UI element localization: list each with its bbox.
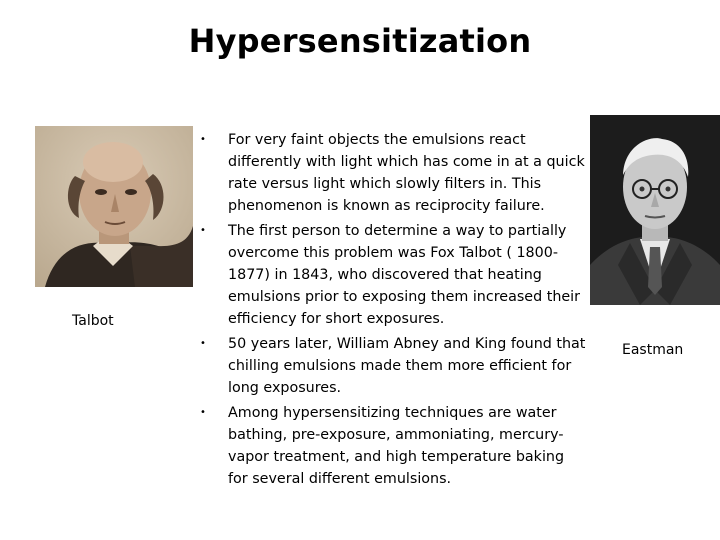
bullet-item — [200, 333, 588, 399]
talbot-portrait — [35, 126, 193, 287]
bullet-list — [200, 129, 588, 493]
bullet-text: For very faint objects the emulsions react differently with light which has come in at a quick rate versus light which slowly filters in. This phenomenon is known as reciprocity failure. — [228, 132, 585, 214]
slide-title: Hypersensitization — [188, 22, 532, 60]
bullet-item — [200, 220, 588, 330]
bullet-text: 50 years later, William Abney and King found that chilling emulsions made them more efficient for long exposures. — [228, 336, 586, 396]
bullet-marker: • — [200, 134, 206, 145]
bullet-item — [200, 129, 588, 217]
eastman-portrait-image — [590, 115, 720, 305]
talbot-portrait-image — [35, 126, 193, 287]
bullet-marker: • — [200, 407, 206, 418]
eastman-caption: Eastman — [622, 342, 684, 358]
bullet-marker: • — [200, 225, 206, 236]
talbot-caption: Talbot — [72, 313, 114, 329]
eastman-portrait — [590, 115, 720, 305]
bullet-marker: • — [200, 338, 206, 349]
bullet-text: Among hypersensitizing techniques are water bathing, pre-exposure, ammoniating, mercury-vapor treatment, and high temperature baking for several different emulsions. — [228, 405, 565, 487]
bullet-item — [200, 402, 588, 490]
bullet-text: The first person to determine a way to partially overcome this problem was Fox Talbot ( 1800-1877) in 1843, who discovered that heating emulsions prior to exposing them increased their efficiency for short exposures. — [228, 223, 581, 327]
